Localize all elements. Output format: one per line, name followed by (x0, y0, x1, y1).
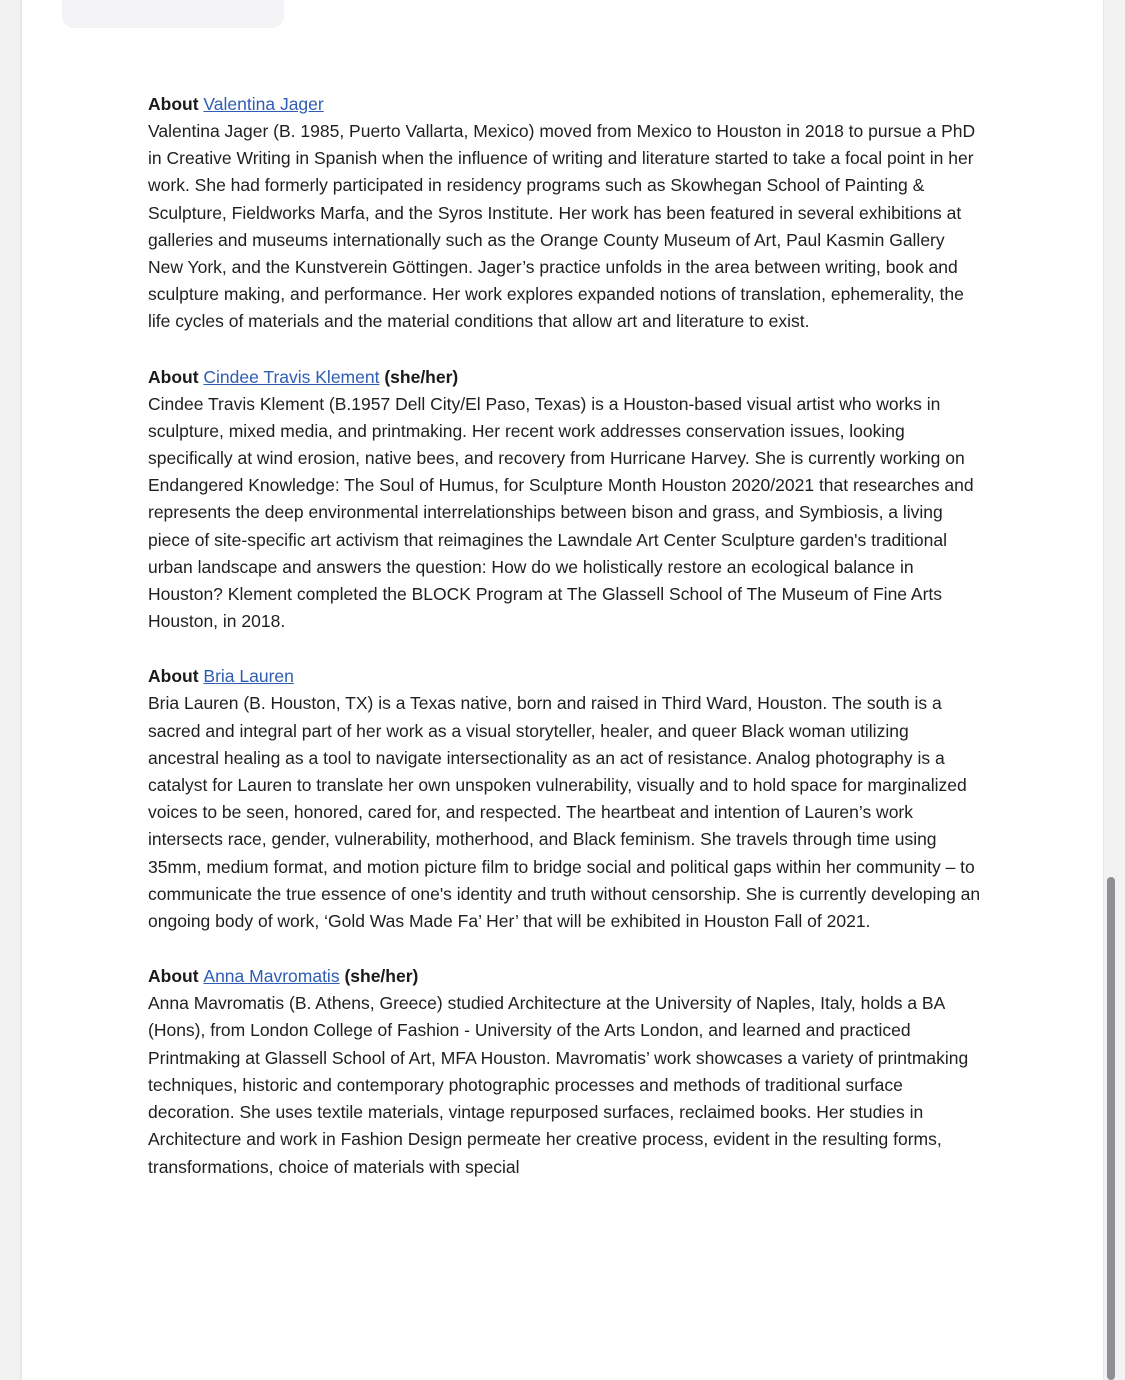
bio-bria-lauren (148, 663, 983, 935)
bio-heading (148, 663, 983, 690)
bio-heading-suffix: (she/her) (379, 366, 459, 387)
bio-anna-mavromatis (148, 963, 983, 1180)
bio-heading-prefix: About (148, 666, 204, 687)
bio-cindee-travis-klement (148, 364, 983, 636)
bio-text: Bria Lauren (B. Houston, TX) is a Texas native, born and raised in Third Ward, Houston. The south is a sacred and integral part of her work as a visual storyteller, healer, and queer Black woman utilizing ancestral healing as a tool to navigate intersectionality as an act of resistance. Analog photography is a catalyst for Lauren to translate her own unspoken vulnerability, visually and to hold space for marginalized voices to be seen, honored, cared for, and respected. The heartbeat and intention of Lauren’s work intersects race, gender, vulnerability, motherhood, and Black feminism. She travels through time using 35mm, medium format, and motion picture film to bridge social and political gaps within her community – to communicate the true essence of one's identity and truth without censorship. She is currently developing an ongoing body of work, ‘Gold Was Made Fa’ Her’ that will be exhibited in Houston Fall of 2021. (148, 693, 981, 932)
bio-heading (148, 963, 983, 990)
artist-link-valentina-jager[interactable]: Valentina Jager (203, 94, 324, 114)
bio-heading (148, 364, 983, 391)
bio-heading-prefix: About (148, 966, 204, 987)
bio-text: Valentina Jager (B. 1985, Puerto Vallarta, Mexico) moved from Mexico to Houston in 2018 to pursue a PhD in Creative Writing in Spanish when the influence of writing and literature started to take a focal point in her work. She had formerly participated in residency programs such as Skowhegan School of Painting & Sculpture, Fieldworks Marfa, and the Syros Institute. Her work has been featured in several exhibitions at galleries and museums internationally such as the Orange County Museum of Art, Paul Kasmin Gallery New York, and the Kunstverein Göttingen. Jager’s practice unfolds in the area between writing, book and sculpture making, and performance. Her work explores expanded notions of translation, ephemerality, the life cycles of materials and the material conditions that allow art and literature to exist. (148, 121, 976, 332)
bio-heading-prefix: About (148, 94, 204, 114)
bio-heading (148, 91, 983, 118)
artist-link-anna-mavromatis[interactable]: Anna Mavromatis (203, 966, 340, 987)
artist-link-cindee-travis-klement[interactable]: Cindee Travis Klement (203, 366, 380, 387)
bio-text: Anna Mavromatis (B. Athens, Greece) studied Architecture at the University of Naples, Italy, holds a BA (Hons), from London College of Fashion - University of the Arts London, and learned and practiced Printmaking at Glassell School of Art, MFA Houston. Mavromatis’ work showcases a variety of printmaking techniques, historic and contemporary photographic processes and methods of traditional surface decoration. She uses textile materials, vintage repurposed surfaces, reclaimed books. Her studies in Architecture and work in Fashion Design permeate her creative process, evident in the resulting forms, transformations, choice of materials with special (148, 993, 969, 1177)
bio-text: Cindee Travis Klement (B.1957 Dell City/El Paso, Texas) is a Houston-based visual artist who works in sculpture, mixed media, and printmaking. Her recent work addresses conservation issues, looking specifically at wind erosion, native bees, and recovery from Hurricane Harvey. She is currently working on Endangered Knowledge: The Soul of Humus, for Sculpture Month Houston 2020/2021 that researches and represents the deep environmental interrelationships between bison and grass, and Symbiosis, a living piece of site-specific art activism that reimagines the Lawndale Art Center Sculpture garden's traditional urban landscape and answers the question: How do we holistically restore an ecological balance in Houston? Klement completed the BLOCK Program at The Glassell School of The Museum of Fine Arts Houston, in 2018. (148, 393, 974, 632)
document-page (22, 0, 1103, 1380)
bio-heading-suffix: (she/her) (339, 966, 419, 987)
bio-heading-prefix: About (148, 366, 204, 387)
bio-list (148, 91, 983, 1209)
bio-valentina-jager (148, 91, 983, 336)
artist-link-bria-lauren[interactable]: Bria Lauren (203, 666, 294, 687)
scrollbar-thumb[interactable] (1107, 877, 1115, 1380)
top-tab-placeholder (62, 0, 284, 28)
